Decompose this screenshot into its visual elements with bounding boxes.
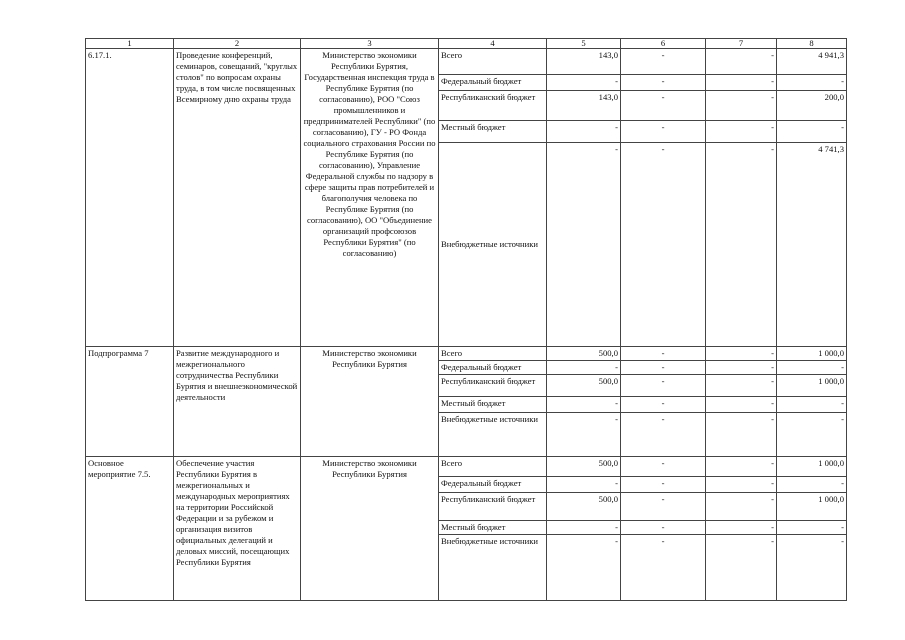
table-header <box>86 39 847 49</box>
item-executor: Министерство экономики Республики Бурятия <box>301 347 439 457</box>
item-name: Обеспечение участия Республики Бурятия в межрегиональных и международных мероприятиях на территории Российской Федерации и за рубежом и организация визитов официальных делегаций и деловых миссий, посещающих Республики Бурятия <box>174 457 301 601</box>
funding-source: Местный бюджет <box>439 397 547 413</box>
item-code: Подпрограмма 7 <box>86 347 174 457</box>
value-col6: - <box>621 49 706 75</box>
value-col5: - <box>547 143 621 347</box>
funding-source: Всего <box>439 49 547 75</box>
value-col8: 1 000,0 <box>777 375 847 397</box>
header-cell: 5 <box>547 39 621 49</box>
funding-source: Республиканский бюджет <box>439 91 547 121</box>
value-col8: - <box>777 121 847 143</box>
header-cell: 7 <box>706 39 777 49</box>
table-body <box>86 49 847 601</box>
value-col7: - <box>706 49 777 75</box>
value-col5: - <box>547 397 621 413</box>
value-col7: - <box>706 75 777 91</box>
funding-source: Всего <box>439 347 547 361</box>
value-col6: - <box>621 535 706 601</box>
value-col6: - <box>621 121 706 143</box>
value-col5: - <box>547 121 621 143</box>
value-col6: - <box>621 413 706 457</box>
value-col7: - <box>706 143 777 347</box>
table-row <box>86 49 847 75</box>
value-col5: - <box>547 75 621 91</box>
value-col8: 1 000,0 <box>777 493 847 521</box>
value-col8: 200,0 <box>777 91 847 121</box>
item-executor: Министерство экономики Республики Бурятия <box>301 457 439 601</box>
value-col7: - <box>706 375 777 397</box>
value-col8: - <box>777 477 847 493</box>
header-cell: 1 <box>86 39 174 49</box>
value-col7: - <box>706 535 777 601</box>
value-col7: - <box>706 521 777 535</box>
value-col5: 500,0 <box>547 493 621 521</box>
value-col5: 143,0 <box>547 91 621 121</box>
header-cell: 6 <box>621 39 706 49</box>
item-code: Основное мероприятие 7.5. <box>86 457 174 601</box>
value-col6: - <box>621 397 706 413</box>
value-col6: - <box>621 477 706 493</box>
value-col8: - <box>777 361 847 375</box>
value-col8: - <box>777 521 847 535</box>
header-cell: 8 <box>777 39 847 49</box>
value-col5: 500,0 <box>547 347 621 361</box>
funding-source: Внебюджетные источники <box>439 535 547 601</box>
value-col7: - <box>706 121 777 143</box>
value-col7: - <box>706 91 777 121</box>
header-cell: 2 <box>174 39 301 49</box>
value-col5: 500,0 <box>547 457 621 477</box>
value-col7: - <box>706 347 777 361</box>
value-col8: 1 000,0 <box>777 347 847 361</box>
value-col6: - <box>621 75 706 91</box>
funding-source: Местный бюджет <box>439 121 547 143</box>
table-row <box>86 457 847 477</box>
value-col8: 4 941,3 <box>777 49 847 75</box>
value-col6: - <box>621 375 706 397</box>
funding-source: Местный бюджет <box>439 521 547 535</box>
table-row <box>86 347 847 361</box>
funding-source: Федеральный бюджет <box>439 361 547 375</box>
budget-table <box>85 38 847 601</box>
value-col6: - <box>621 91 706 121</box>
value-col6: - <box>621 143 706 347</box>
value-col8: - <box>777 397 847 413</box>
funding-source: Внебюджетные источники <box>439 143 547 347</box>
value-col6: - <box>621 361 706 375</box>
funding-source: Федеральный бюджет <box>439 75 547 91</box>
funding-source: Внебюджетные источники <box>439 413 547 457</box>
value-col7: - <box>706 477 777 493</box>
value-col6: - <box>621 521 706 535</box>
item-code: 6.17.1. <box>86 49 174 347</box>
value-col6: - <box>621 347 706 361</box>
funding-source: Федеральный бюджет <box>439 477 547 493</box>
value-col5: 500,0 <box>547 375 621 397</box>
header-row <box>86 39 847 49</box>
value-col7: - <box>706 397 777 413</box>
value-col7: - <box>706 457 777 477</box>
funding-source: Всего <box>439 457 547 477</box>
value-col8: 4 741,3 <box>777 143 847 347</box>
item-name: Проведение конференций, семинаров, совещаний, "круглых столов" по вопросам охраны труда, в том числе посвященных Всемирному дню охраны труда <box>174 49 301 347</box>
value-col6: - <box>621 457 706 477</box>
value-col8: - <box>777 535 847 601</box>
funding-source: Республиканский бюджет <box>439 493 547 521</box>
value-col6: - <box>621 493 706 521</box>
value-col8: - <box>777 413 847 457</box>
value-col8: 1 000,0 <box>777 457 847 477</box>
value-col7: - <box>706 361 777 375</box>
value-col7: - <box>706 413 777 457</box>
header-cell: 3 <box>301 39 439 49</box>
value-col5: - <box>547 521 621 535</box>
value-col5: - <box>547 477 621 493</box>
value-col5: 143,0 <box>547 49 621 75</box>
header-cell: 4 <box>439 39 547 49</box>
item-executor: Министерство экономики Республики Бурятия, Государственная инспекция труда в Республике Бурятия (по согласованию), РОО "Союз промышленников и предпринимателей Республики" (по согласованию), ГУ - РО Фонда социального страхования России по Республике Бурятия (по согласованию), Управление Федеральной службы по надзору в сфере защиты прав потребителей и благополучия человека по Республике Бурятия (по согласованию), ОО "Объединение организаций профсоюзов Республики Бурятия" (по согласованию) <box>301 49 439 347</box>
value-col5: - <box>547 535 621 601</box>
funding-source: Республиканский бюджет <box>439 375 547 397</box>
value-col8: - <box>777 75 847 91</box>
value-col5: - <box>547 413 621 457</box>
item-name: Развитие международного и межрегионального сотрудничества Республики Бурятия и внешнеэкономической деятельности <box>174 347 301 457</box>
value-col5: - <box>547 361 621 375</box>
value-col7: - <box>706 493 777 521</box>
